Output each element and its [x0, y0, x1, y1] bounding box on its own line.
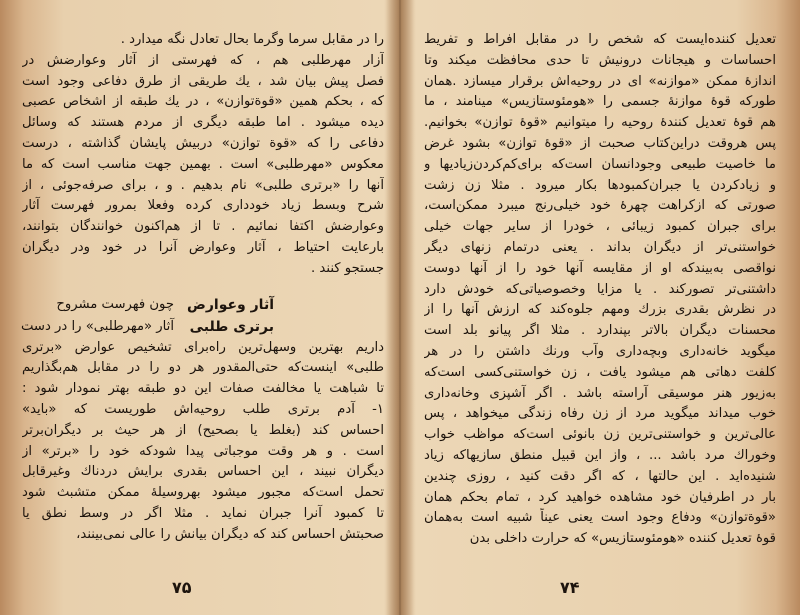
text-line: وعوارضش اکتفا نمائیم . تا از هم‌اکنون خوانندگان بتوانند،: [22, 219, 384, 235]
text-line: وخوراك مرد باشد ... ، واز این قبیل منطق سازیهاکه زیاد: [424, 447, 776, 463]
section-heading-line2: برتری طلبی: [189, 318, 274, 335]
text-line: در نظرش بقدری بزرك ومهم جلوه‌کند که ارزش آنها را از: [424, 302, 776, 318]
left-page: [22, 30, 384, 605]
text-line: تا کمبود آنرا جبران نماید . مثلا اگر در وسط نطق یا: [22, 505, 384, 521]
text-line: صحبتش احساس کند که دیگران بیانش را عالی نمی‌بینند،: [76, 526, 384, 542]
text-line: آنها را «برتری طلبی» نام بدهیم . و ، برای صرفه‌جوئی ، از: [22, 177, 384, 193]
text-line: دفاعی را که «قوة توازن» دربیش پایشان گذاشته ، درست: [22, 135, 384, 151]
text-line: برای جبران کمبود زیبائی ، خودرا از سایر جهات خیلی: [424, 219, 776, 235]
text-line: خواستنی‌تر از دیگران بداند . یعنی درتمام زنهای دیگر: [424, 239, 776, 255]
heading-side-text-2: آثار «مهرطلبی» را در دست: [20, 318, 174, 334]
text-line: تحمل است‌که مجبور میشود بهروسیلهٔ ممکن متشبث شود: [22, 485, 384, 501]
right-page: [424, 30, 776, 605]
text-line: بارعایت احتیاط ، آثار وعوارض آنرا در خود ودر دیگران: [22, 239, 384, 255]
text-line: را در مقابل سرما وگرما بحال تعادل نگه میدارد .: [120, 32, 384, 47]
right-page-text: [424, 30, 776, 550]
text-line: تا شباهت یا مخالفت صفات این دو طبقه بهتر نمودار شود :: [22, 381, 384, 397]
text-line: هم قوهٔ تعدیل کنندهٔ روحیه را میتوانیم «قوهٔ توازن» بخوانیم.: [424, 115, 776, 131]
text-line: داریم بهترین وسهل‌ترین راه‌برای تشخیص عوارض «برتری: [22, 339, 384, 355]
text-line: قوهٔ تعدیل کننده «هومئوستازیس» که حرارت داخلی بدن: [469, 531, 776, 547]
text-line: صورتی که ازکراهت چهرهٔ خود خیلی‌رنج میبرد ممکن‌است،: [424, 198, 776, 214]
text-line: عالی‌ترین و خواستنی‌ترین زن بانوئی است‌که مواظب خواب: [424, 427, 776, 443]
text-line: احساس کند (بغلط یا بصحیح) از هر حیث بر دیگران‌برتر: [22, 422, 384, 438]
text-line: جستجو کنند .: [311, 260, 384, 276]
text-line: دیده میشود . اما طبقه دیگری از مردم هستند که وسائل: [22, 115, 384, 131]
page-number-right: ۷۴: [560, 578, 580, 597]
text-line: است . و هر وقت موجباتی پیدا شودکه خود را «برتر» از: [22, 443, 384, 459]
section-heading: [22, 294, 384, 338]
text-line: اندازهٔ ممکن «موازنه» ای در روحیه‌اش برقرار میسازد .همان: [424, 73, 776, 89]
section-heading-line1: آثار وعوارض: [187, 296, 274, 313]
left-page-bottom-text: [22, 338, 384, 546]
text-line: تعدیل کننده‌ایست که شخص را در مقابل افراط و تفریط: [424, 32, 776, 47]
text-line: ۱- آدم برتری طلب روحیه‌اش طوریست که «باید»: [22, 401, 384, 417]
page-number-left: ۷۵: [172, 578, 192, 597]
text-line: ما خاصیت طبیعی وجودانسان است‌که برای‌کم‌کردن‌زیادیها و: [424, 156, 776, 172]
text-line: بار در اطرفیان خود مشاهده خواهید کرد ، تمام بحکم همان: [424, 489, 776, 505]
book-gutter: [386, 0, 414, 615]
text-line: طورکه قوهٔ موازنهٔ جسمی را «هومئوستازیس» مینامند ، ما: [424, 94, 776, 110]
text-line: دیگران نبیند ، این احساس بقدری برایش دردناك وغیرقابل: [22, 464, 384, 480]
text-line: شنیده‌اید . این حالتها ، که اگر دقت کنید ، روزی چندین: [424, 468, 776, 484]
text-line: محسنات دیگران بالاتر بپندارد . مثلا اگر پیانو بلد است: [424, 323, 776, 339]
text-line: طلبی» اینست‌که حتی‌المقدور هر دو را در مقابل هم‌بگذاریم: [22, 360, 384, 376]
text-line: آزار مهرطلبی هم ، که فهرستی از آثار وعوارضش در: [22, 52, 384, 68]
text-line: که ، بحکم همین «قوةتوازن» ، در یك طبقه از اشخاص عصبی: [22, 94, 384, 110]
heading-side-text-1: چون فهرست مشروح: [56, 296, 174, 312]
text-line: شرح وبسط زیاد خودداری کرده وفعلا بمرور فهرست آثار: [22, 198, 384, 214]
text-line: داشتنی‌تر تصورکند . یا مزایا وخصوصیاتی‌که خودش دارد: [424, 281, 776, 297]
text-line: میگوید خانه‌داری وبچه‌داری وآب ورنك داشتن را در هر: [424, 343, 776, 359]
text-line: احساسات و هیجانات درونیش تا حدی محافظت میکند وتا: [424, 52, 776, 68]
text-line: فصل پیش بیان شد ، یك طریقی از طرق دفاعی وجود است: [22, 73, 384, 89]
text-line: خوب میداند میگوید مرد از زن رفاه زندگی میخواهد ، پس: [424, 406, 776, 422]
text-line: نواقصی به‌بیندکه او از مقایسه آنها خود را از آنها دوست: [424, 260, 776, 276]
text-line: به‌زیور هنر موسیقی آراسته باشد . اگر آشپزی وخانه‌داری: [424, 385, 776, 401]
text-line: پس هروقت دراین‌کتاب صحبت از «قوهٔ توازن» بشود غرض: [424, 135, 776, 151]
text-line: «قوةتوازن» ودفاع وجود است یعنی عیناً شبیه است به‌همان: [424, 510, 776, 526]
left-page-top-text: [22, 30, 384, 280]
text-line: و زیادکردن یا جبران‌کمبودها بکار میرود . مثلا زن زشت: [424, 177, 776, 193]
text-line: معکوس «مهرطلبی» است . بهمین جهت مناسب است که ما: [22, 156, 384, 172]
text-line: کلفت دهاتی هم میشود یافت ، زن خواستنی‌کسی است‌که: [424, 364, 776, 380]
